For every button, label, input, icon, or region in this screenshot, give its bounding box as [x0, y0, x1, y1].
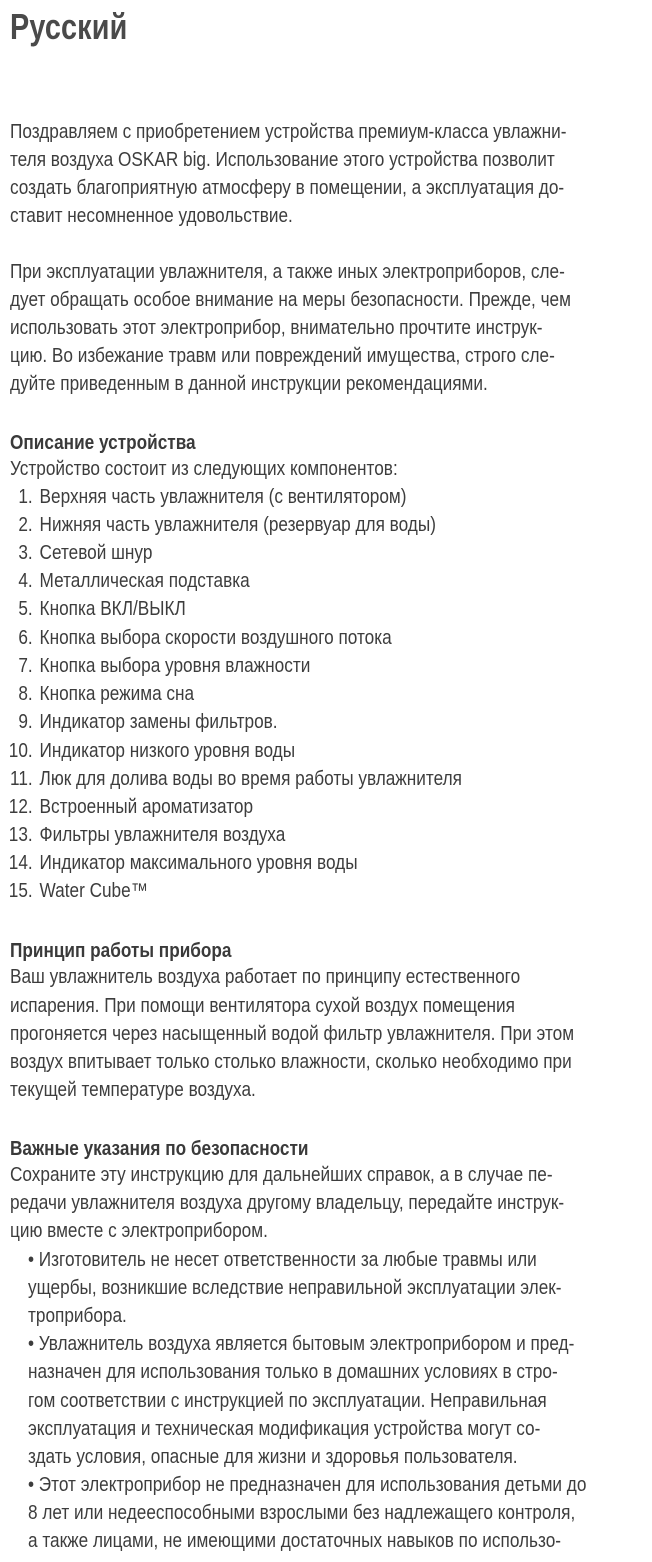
list-item: [0, 624, 392, 652]
intro-line: Поздравляем с приобретением устройства премиум-класса увлажни-: [10, 121, 567, 143]
list-item: [0, 877, 148, 905]
principle-line: текущей температуре воздуха.: [10, 1079, 256, 1101]
list-item-text: Кнопка режима сна: [39, 683, 195, 705]
list-item-number: 13.: [8, 824, 33, 846]
page-title: Русский: [10, 6, 128, 47]
safety-intro-line: цию. Во избежание травм или повреждений имущества, строго сле-: [10, 345, 555, 367]
list-item-text: Люк для долива воды во время работы увлажнителя: [39, 768, 462, 790]
bullet-item-cont: назначен для использования только в домашних условиях в стро-: [28, 1361, 558, 1383]
list-item: [0, 652, 310, 680]
list-item-number: 6.: [18, 627, 33, 649]
list-item-text: Верхняя часть увлажнителя (с вентилятором): [39, 486, 407, 508]
bullet-item-cont: гом соответствии с инструкцией по эксплуатации. Неправильная: [28, 1390, 547, 1412]
list-item-text: Металлическая подставка: [39, 570, 250, 592]
list-item-number: 1.: [18, 486, 33, 508]
list-item-text: Water Cube™: [39, 880, 148, 902]
bullet-item-cont: эксплуатация и техническая модификация устройства могут со-: [28, 1418, 541, 1440]
safety-intro-line: дует обращать особое внимание на меры безопасности. Прежде, чем: [10, 289, 571, 311]
section-heading-safety: Важные указания по безопасности: [10, 1138, 309, 1160]
list-item-number: 7.: [18, 655, 33, 677]
list-item-text: Индикатор низкого уровня воды: [39, 740, 296, 762]
list-item-text: Нижняя часть увлажнителя (резервуар для воды): [39, 514, 436, 536]
intro-line: создать благоприятную атмосферу в помещении, а эксплуатация до-: [10, 177, 565, 199]
list-item-number: 2.: [18, 514, 33, 536]
list-item: [0, 511, 436, 539]
section-heading-description: Описание устройства: [10, 432, 196, 454]
list-item: [0, 539, 152, 567]
safety-line: редачи увлажнителя воздуха другому владельцу, передайте инструк-: [10, 1192, 565, 1214]
list-item-number: 10.: [8, 740, 33, 762]
list-item-text: Индикатор замены фильтров.: [39, 711, 278, 733]
safety-line: цию вместе с электроприбором.: [10, 1220, 268, 1242]
list-item-text: Кнопка выбора уровня влажности: [39, 655, 311, 677]
list-item-number: 8.: [18, 683, 33, 705]
section-heading-principle: Принцип работы прибора: [10, 940, 232, 962]
list-item: [0, 821, 285, 849]
list-item-number: 11.: [10, 768, 33, 790]
safety-intro-line: При эксплуатации увлажнителя, а также иных электроприборов, сле-: [10, 261, 565, 283]
principle-line: испарения. При помощи вентилятора сухой воздух помещения: [10, 995, 515, 1017]
list-item: [0, 483, 406, 511]
bullet-item: • Изготовитель не несет ответственности за любые травмы или: [28, 1249, 537, 1271]
safety-line: Сохраните эту инструкцию для дальнейших справок, а в случае пе-: [10, 1164, 553, 1186]
list-item-text: Индикатор максимального уровня воды: [39, 852, 358, 874]
principle-line: воздух впитывает только столько влажности, сколько необходимо при: [10, 1051, 572, 1073]
list-item-number: 14.: [8, 852, 33, 874]
intro-line: теля воздуха OSKAR big. Использование этого устройства позволит: [10, 149, 555, 171]
intro-line: ставит несомненное удовольствие.: [10, 205, 293, 227]
list-item: [0, 765, 462, 793]
list-item-text: Кнопка выбора скорости воздушного потока: [39, 627, 392, 649]
bullet-item-cont: ущербы, возникшие вследствие неправильной эксплуатации элек-: [28, 1277, 562, 1299]
safety-intro-line: дуйте приведенным в данной инструкции рекомендациями.: [10, 373, 488, 395]
description-lead: Устройство состоит из следующих компонентов:: [10, 458, 398, 480]
list-item-number: 5.: [18, 598, 33, 620]
principle-line: Ваш увлажнитель воздуха работает по принципу естественного: [10, 966, 521, 988]
list-item-number: 4.: [18, 570, 33, 592]
list-item: [0, 737, 295, 765]
list-item-number: 3.: [18, 542, 33, 564]
bullet-item: • Этот электроприбор не предназначен для использования детьми до: [28, 1474, 587, 1496]
bullet-item-cont: троприбора.: [28, 1305, 127, 1327]
bullet-item-cont: 8 лет или недееспособными взрослыми без надлежащего контроля,: [28, 1502, 576, 1524]
list-item: [0, 680, 194, 708]
list-item-text: Фильтры увлажнителя воздуха: [39, 824, 286, 846]
list-item: [0, 793, 253, 821]
bullet-item: • Увлажнитель воздуха является бытовым электроприбором и пред-: [28, 1333, 575, 1355]
list-item-text: Кнопка ВКЛ/ВЫКЛ: [39, 598, 186, 620]
bullet-item-cont: здать условия, опасные для жизни и здоровья пользователя.: [28, 1446, 518, 1468]
list-item-text: Сетевой шнур: [39, 542, 153, 564]
list-item: [0, 567, 250, 595]
list-item: [0, 708, 278, 736]
list-item-number: 12.: [8, 796, 33, 818]
safety-intro-line: использовать этот электроприбор, внимательно прочтите инструк-: [10, 317, 543, 339]
principle-line: прогоняется через насыщенный водой фильтр увлажнителя. При этом: [10, 1023, 575, 1045]
list-item: [0, 595, 186, 623]
list-item-number: 9.: [18, 711, 33, 733]
list-item-text: Встроенный ароматизатор: [39, 796, 254, 818]
bullet-item-cont: а также лицами, не имеющими достаточных навыков по использо-: [28, 1530, 561, 1552]
list-item-number: 15.: [8, 880, 33, 902]
list-item: [0, 849, 358, 877]
